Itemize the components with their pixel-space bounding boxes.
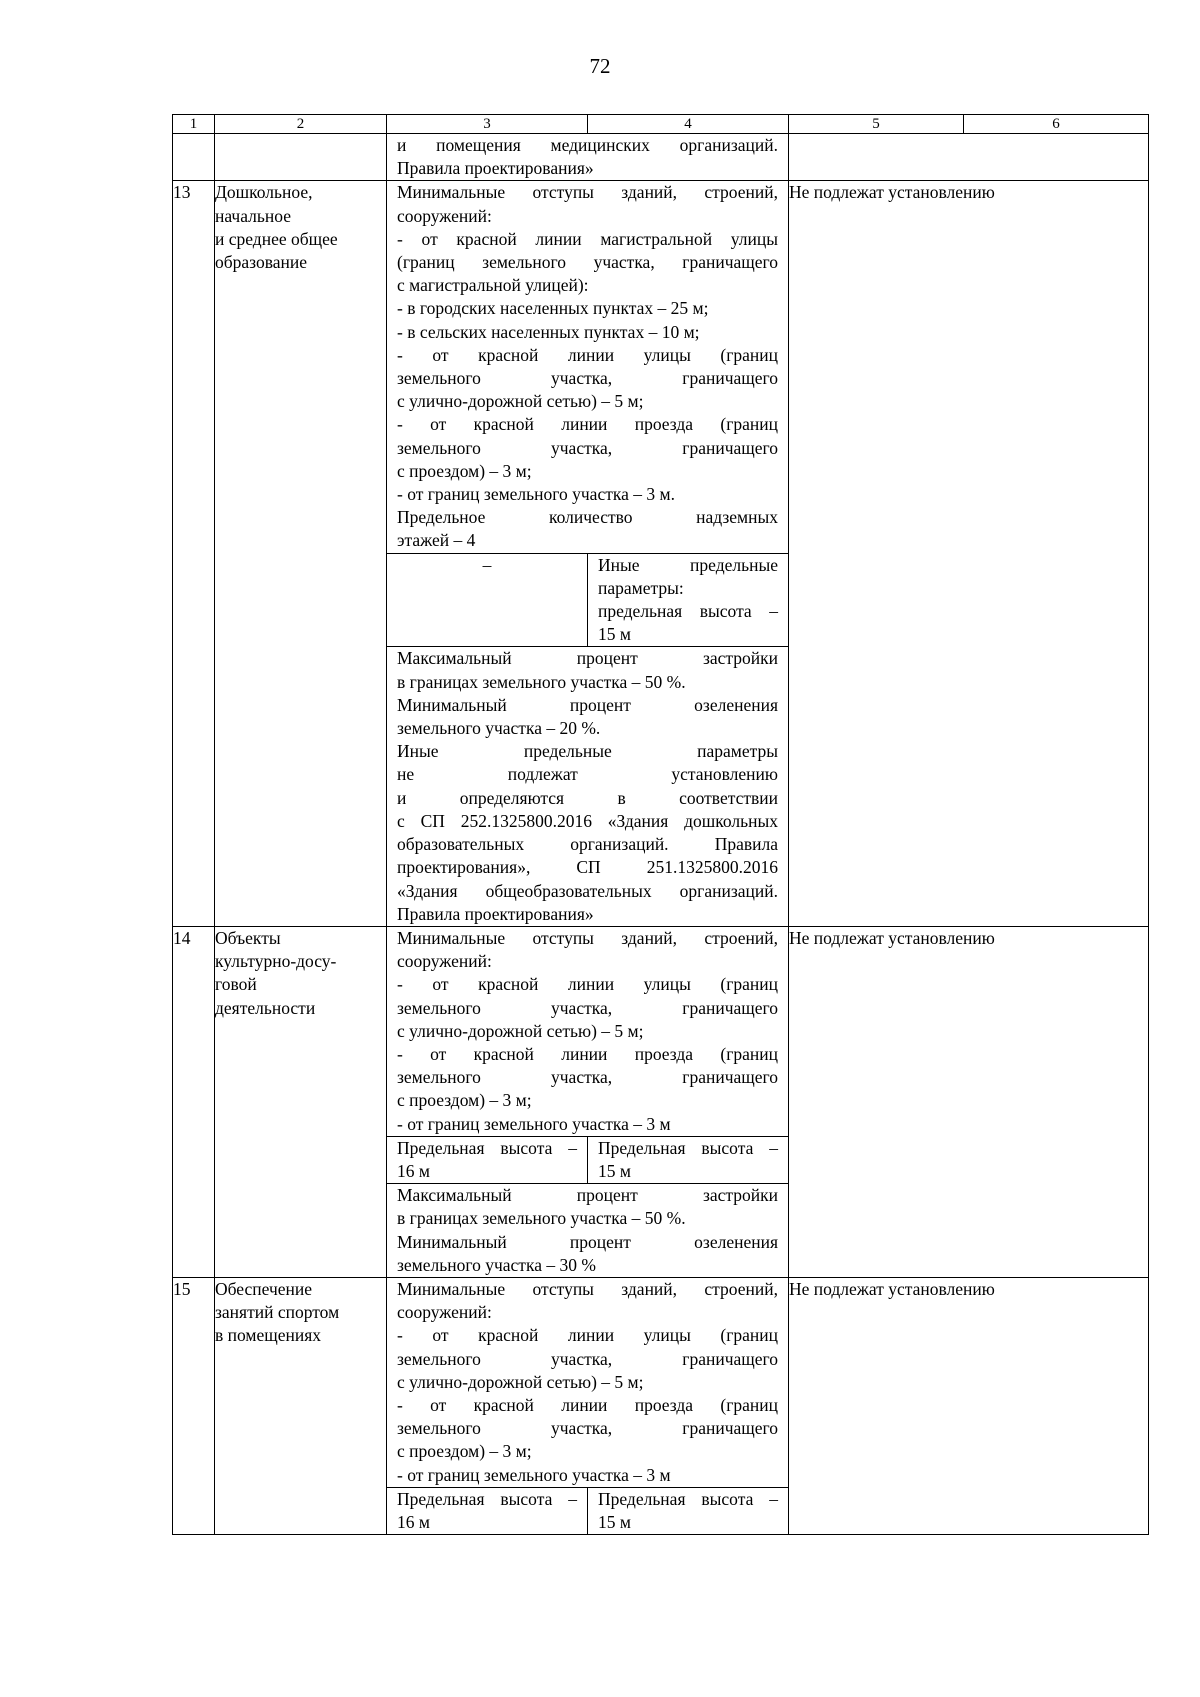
right-subcell xyxy=(588,1488,788,1534)
text-line: с улично-дорожной сетью) – 5 м; xyxy=(397,1371,644,1392)
text-line: Максимальный процент застройки xyxy=(397,1185,778,1206)
row-number: 13 xyxy=(173,181,215,927)
row-name-line: занятий спортом xyxy=(215,1302,340,1323)
text-line: с проездом) – 3 м; xyxy=(397,460,532,481)
text-line: предельная высота – xyxy=(598,601,778,622)
row-name-line: культурно-досу- xyxy=(215,951,337,972)
coverage-block xyxy=(387,1183,788,1277)
text-line: земельного участка, граничащего xyxy=(397,997,778,1018)
text-line: Иные предельные параметры xyxy=(397,741,778,762)
column-5-cell xyxy=(789,1277,1149,1534)
text-line: - от границ земельного участка – 3 м. xyxy=(397,484,675,505)
not-established-text: Не подлежат установлению xyxy=(789,927,995,948)
coverage-block xyxy=(387,646,788,925)
setback-block xyxy=(387,1278,788,1487)
text-line: образовательных организаций. Правила xyxy=(397,834,778,855)
not-established-text: Не подлежат установлению xyxy=(789,1278,995,1299)
text-line: 15 м xyxy=(598,1160,631,1181)
text-line: не подлежат установлению xyxy=(397,764,778,785)
text-line: земельного участка, граничащего xyxy=(397,1348,778,1369)
text-line: земельного участка – 20 %. xyxy=(397,718,601,739)
table-row xyxy=(173,926,1149,1277)
text-line: земельного участка – 30 % xyxy=(397,1254,596,1275)
row-name-cell xyxy=(215,181,387,927)
column-5-cell xyxy=(789,134,1149,181)
text-line: 16 м xyxy=(397,1160,430,1181)
column-number: 2 xyxy=(215,115,387,134)
row-name-line: Дошкольное, xyxy=(215,182,313,203)
column-number: 5 xyxy=(789,115,964,134)
text-line: сооружений: xyxy=(397,951,492,972)
text-line: с магистральной улицей): xyxy=(397,275,589,296)
text-line: Предельное количество надземных xyxy=(397,507,778,528)
text-line: Максимальный процент застройки xyxy=(397,648,778,669)
text-line: - от красной линии улицы (границ xyxy=(397,344,778,365)
text-line: - от красной линии магистральной улицы xyxy=(397,228,778,249)
row-name-line: образование xyxy=(215,252,308,273)
text-line: сооружений: xyxy=(397,205,492,226)
text-line: Правила проектирования» xyxy=(397,158,594,179)
parameters-cell xyxy=(387,1277,789,1534)
text-line: и определяются в соответствии xyxy=(397,787,778,808)
text-line: земельного участка, граничащего xyxy=(397,1067,778,1088)
text-line: - в сельских населенных пунктах – 10 м; xyxy=(397,321,700,342)
text-line: 16 м xyxy=(397,1511,430,1532)
column-number: 4 xyxy=(588,115,789,134)
table-row xyxy=(173,181,1149,927)
text-line: Минимальный процент озеленения xyxy=(397,1231,778,1252)
text-line: Иные предельные xyxy=(598,554,778,575)
text-line: в границах земельного участка – 50 %. xyxy=(397,1208,686,1229)
setback-block xyxy=(387,927,788,1136)
parameters-cell xyxy=(387,134,789,181)
text-line: с улично-дорожной сетью) – 5 м; xyxy=(397,391,644,412)
regulations-table xyxy=(172,114,1149,1535)
parameters-cell xyxy=(387,926,789,1277)
text-line: земельного участка, граничащего xyxy=(397,1418,778,1439)
text-line: - от красной линии проезда (границ xyxy=(397,1043,778,1064)
text-line: - от границ земельного участка – 3 м xyxy=(397,1113,671,1134)
text-line: 15 м xyxy=(598,624,631,645)
text-line: в границах земельного участка – 50 %. xyxy=(397,671,686,692)
text-line: Минимальные отступы зданий, строений, xyxy=(397,182,778,203)
text-line: с проездом) – 3 м; xyxy=(397,1441,532,1462)
row-name-line: в помещениях xyxy=(215,1325,322,1346)
text-line: - от красной линии проезда (границ xyxy=(397,1394,778,1415)
text-line: Минимальный процент озеленения xyxy=(397,694,778,715)
height-subcells xyxy=(387,553,788,647)
text-line: - от границ земельного участка – 3 м xyxy=(397,1464,671,1485)
row-name-cell xyxy=(215,926,387,1277)
text-line: Минимальные отступы зданий, строений, xyxy=(397,927,778,948)
text-line: с СП 252.1325800.2016 «Здания дошкольных xyxy=(397,810,778,831)
text-line: и помещения медицинских организаций. xyxy=(397,135,778,155)
row-number: 15 xyxy=(173,1277,215,1534)
left-subcell xyxy=(387,1488,588,1534)
row-name-cell xyxy=(215,134,387,181)
right-subcell xyxy=(588,554,788,647)
column-number-row xyxy=(173,115,1149,134)
text-line: земельного участка, граничащего xyxy=(397,368,778,389)
row-name-line: Объекты xyxy=(215,927,281,948)
row-name-line: Обеспечение xyxy=(215,1278,313,1299)
row-name-cell xyxy=(215,1277,387,1534)
column-number: 3 xyxy=(387,115,588,134)
not-established-text: Не подлежат установлению xyxy=(789,182,995,203)
height-subcells xyxy=(387,1136,788,1183)
text-line: - в городских населенных пунктах – 25 м; xyxy=(397,298,709,319)
parameters-cell xyxy=(387,181,789,927)
row-number: 14 xyxy=(173,926,215,1277)
page-number: 72 xyxy=(589,54,611,78)
text-line: земельного участка, граничащего xyxy=(397,437,778,458)
text-line: Предельная высота – xyxy=(397,1488,577,1509)
column-5-cell xyxy=(789,926,1149,1277)
right-subcell xyxy=(588,1137,788,1183)
column-number: 1 xyxy=(173,115,215,134)
text-line: Предельная высота – xyxy=(598,1137,778,1158)
text-line: этажей – 4 xyxy=(397,530,476,551)
text-line: Минимальные отступы зданий, строений, xyxy=(397,1278,778,1299)
text-line: «Здания общеобразовательных организаций. xyxy=(397,880,778,901)
text-line: (границ земельного участка, граничащего xyxy=(397,252,778,273)
setback-block xyxy=(387,181,788,552)
row-name-line: начальное xyxy=(215,205,291,226)
text-line: параметры: xyxy=(598,577,684,598)
text-line: с улично-дорожной сетью) – 5 м; xyxy=(397,1020,644,1041)
continuation-row xyxy=(173,134,1149,181)
text-line: - от красной линии улицы (границ xyxy=(397,1325,778,1346)
text-line: - от красной линии улицы (границ xyxy=(397,974,778,995)
text-line: сооружений: xyxy=(397,1302,492,1323)
left-subcell xyxy=(387,1137,588,1183)
text-line: с проездом) – 3 м; xyxy=(397,1090,532,1111)
row-name-line: и среднее общее xyxy=(215,228,338,249)
height-subcells xyxy=(387,1487,788,1534)
text-line: проектирования», СП 251.1325800.2016 xyxy=(397,857,778,878)
column-5-cell xyxy=(789,181,1149,927)
row-number-cell xyxy=(173,134,215,181)
text-line: Предельная высота – xyxy=(598,1488,778,1509)
column-number: 6 xyxy=(964,115,1149,134)
row-name-line: деятельности xyxy=(215,997,316,1018)
text-line: 15 м xyxy=(598,1511,631,1532)
row-name-line: говой xyxy=(215,974,257,995)
text-line: Предельная высота – xyxy=(397,1137,577,1158)
table-row xyxy=(173,1277,1149,1534)
left-subcell: – xyxy=(387,554,588,647)
text-line: Правила проектирования» xyxy=(397,903,594,924)
text-line: - от красной линии проезда (границ xyxy=(397,414,778,435)
